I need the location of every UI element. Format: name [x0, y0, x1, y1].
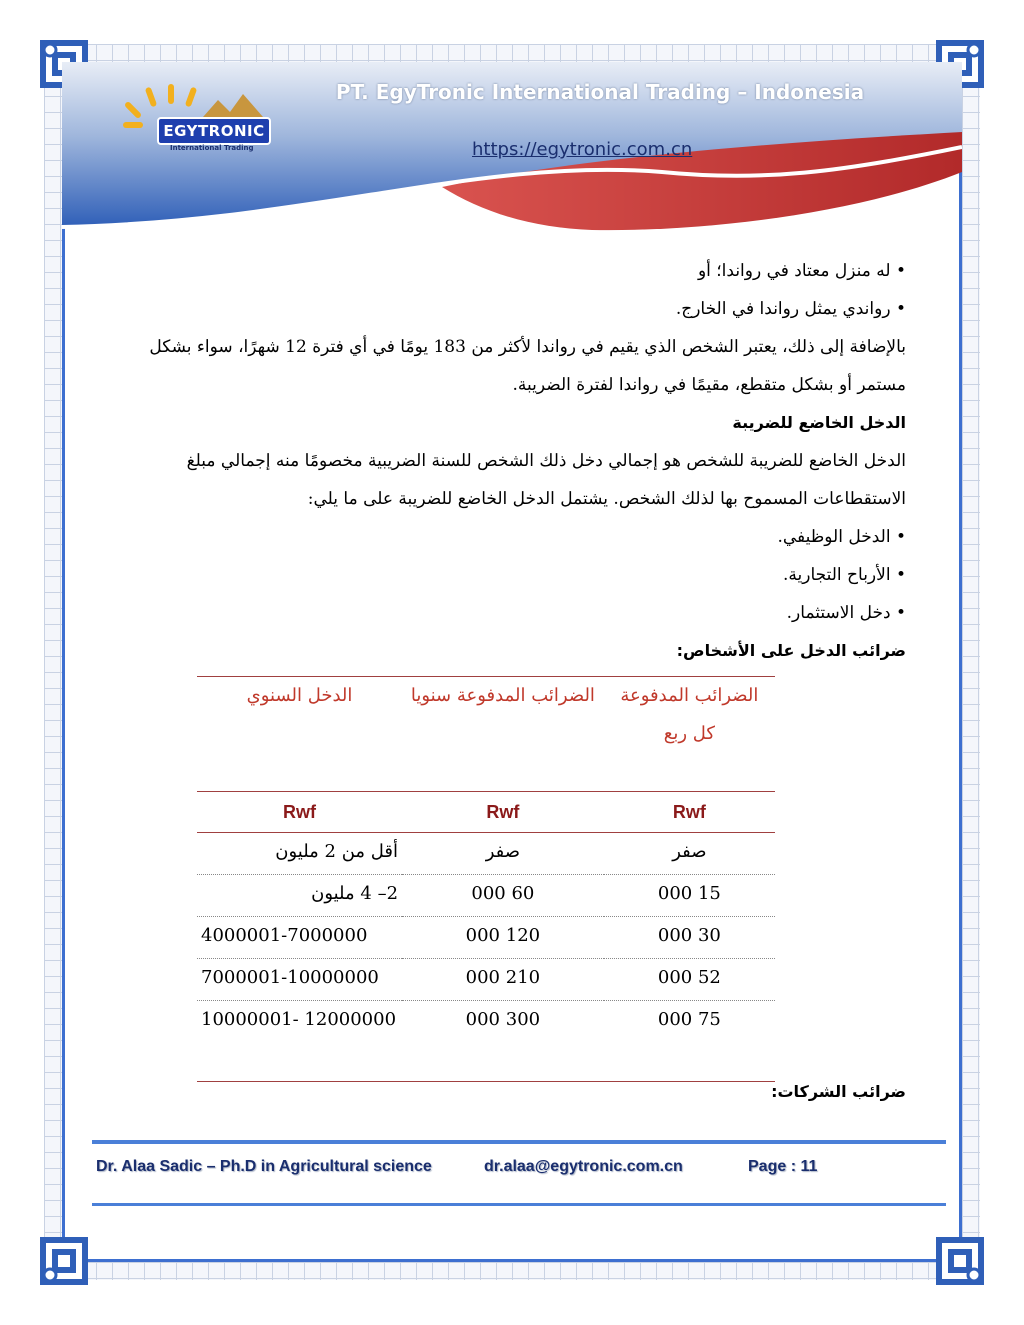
income-band-cell: 10000001- 12000000 [197, 1001, 402, 1082]
tax-rates-table [197, 676, 775, 1082]
income-band-cell: أقل من 2 مليون [197, 833, 402, 875]
bullet-employment-income: • الدخل الوظيفي. [777, 527, 906, 547]
income-band-cell: 7000001-10000000 [197, 959, 402, 1001]
table-row [197, 875, 775, 917]
taxable-income-paragraph: الدخل الخاضع للضريبة للشخص هو إجمالي دخل ذلك الشخص للسنة الضريبية مخصومًا منه إجمالي مبلغ الاستقطاعات المسموح بها لذلك الشخص. يشتمل الدخل الخاضع للضريبة على ما يلي: [186, 451, 906, 509]
quarterly-tax-cell: 52 000 [604, 959, 775, 1001]
table-row [197, 833, 775, 875]
unit-cell: Rwf [402, 792, 604, 833]
document-body [112, 252, 906, 670]
company-name: PT. EgyTronic International Trading – Indonesia [335, 80, 865, 104]
footer-divider-top [92, 1140, 946, 1144]
annual-tax-cell: 60 000 [402, 875, 604, 917]
frame-grid-top [64, 44, 960, 62]
header-quarterly-tax: الضرائب المدفوعة كل ربع [604, 677, 775, 792]
heading-personal-income-tax: ضرائب الدخل على الأشخاص: [676, 641, 906, 660]
table-unit-row [197, 792, 775, 833]
heading-taxable-income: الدخل الخاضع للضريبة [732, 413, 906, 432]
frame-border-right [959, 64, 962, 1260]
logo-wordmark: EGYTRONIC [157, 117, 271, 145]
quarterly-tax-cell: 15 000 [604, 875, 775, 917]
annual-tax-cell: صفر [402, 833, 604, 875]
frame-grid-left [44, 64, 62, 1260]
header-annual-tax: الضرائب المدفوعة سنويا [402, 677, 604, 792]
company-url-link[interactable]: https://egytronic.com.cn [472, 139, 693, 160]
annual-tax-cell: 120 000 [402, 917, 604, 959]
table-header-row [197, 677, 775, 792]
unit-cell: Rwf [604, 792, 775, 833]
unit-cell: Rwf [197, 792, 402, 833]
footer-email[interactable]: dr.alaa@egytronic.com.cn [484, 1158, 683, 1175]
body-paragraph-2: • رواندي يمثل رواندا في الخارج. [675, 299, 906, 319]
header-annual-income: الدخل السنوي [197, 677, 402, 792]
bullet-business-profits: • الأرباح التجارية. [783, 565, 906, 585]
income-band-cell: 4000001-7000000 [197, 917, 402, 959]
corner-ornament-bl [40, 1237, 88, 1285]
quarterly-tax-cell: صفر [604, 833, 775, 875]
body-paragraph-1: • له منزل معتاد في رواندا؛ أو [697, 261, 906, 281]
quarterly-tax-cell: 30 000 [604, 917, 775, 959]
frame-grid-right [962, 64, 980, 1260]
body-paragraph-3: بالإضافة إلى ذلك، يعتبر الشخص الذي يقيم في رواندا لأكثر من 183 يومًا في أي فترة 12 شهرًا، سواء بشكل مستمر أو بشكل متقطع، مقيمًا في رواندا لفترة الضريبة. [149, 337, 906, 395]
annual-tax-cell: 300 000 [402, 1001, 604, 1082]
income-band-cell: 2– 4 مليون [197, 875, 402, 917]
footer-author: Dr. Alaa Sadic – Ph.D in Agricultural science [96, 1158, 432, 1175]
quarterly-tax-cell: 75 000 [604, 1001, 775, 1082]
logo-subtitle: International Trading [170, 144, 254, 152]
table-row [197, 1001, 775, 1082]
bullet-investment-income: • دخل الاستثمار. [786, 603, 906, 623]
heading-corporate-tax: ضرائب الشركات: [771, 1082, 906, 1101]
frame-grid-bottom [64, 1262, 960, 1280]
table-row [197, 959, 775, 1001]
corner-ornament-br [936, 1237, 984, 1285]
frame-border-bottom [64, 1259, 960, 1262]
frame-border-left [62, 64, 65, 1260]
footer-page-number: Page : 11 [748, 1158, 818, 1175]
table-row [197, 917, 775, 959]
annual-tax-cell: 210 000 [402, 959, 604, 1001]
footer-divider-bottom [92, 1203, 946, 1206]
